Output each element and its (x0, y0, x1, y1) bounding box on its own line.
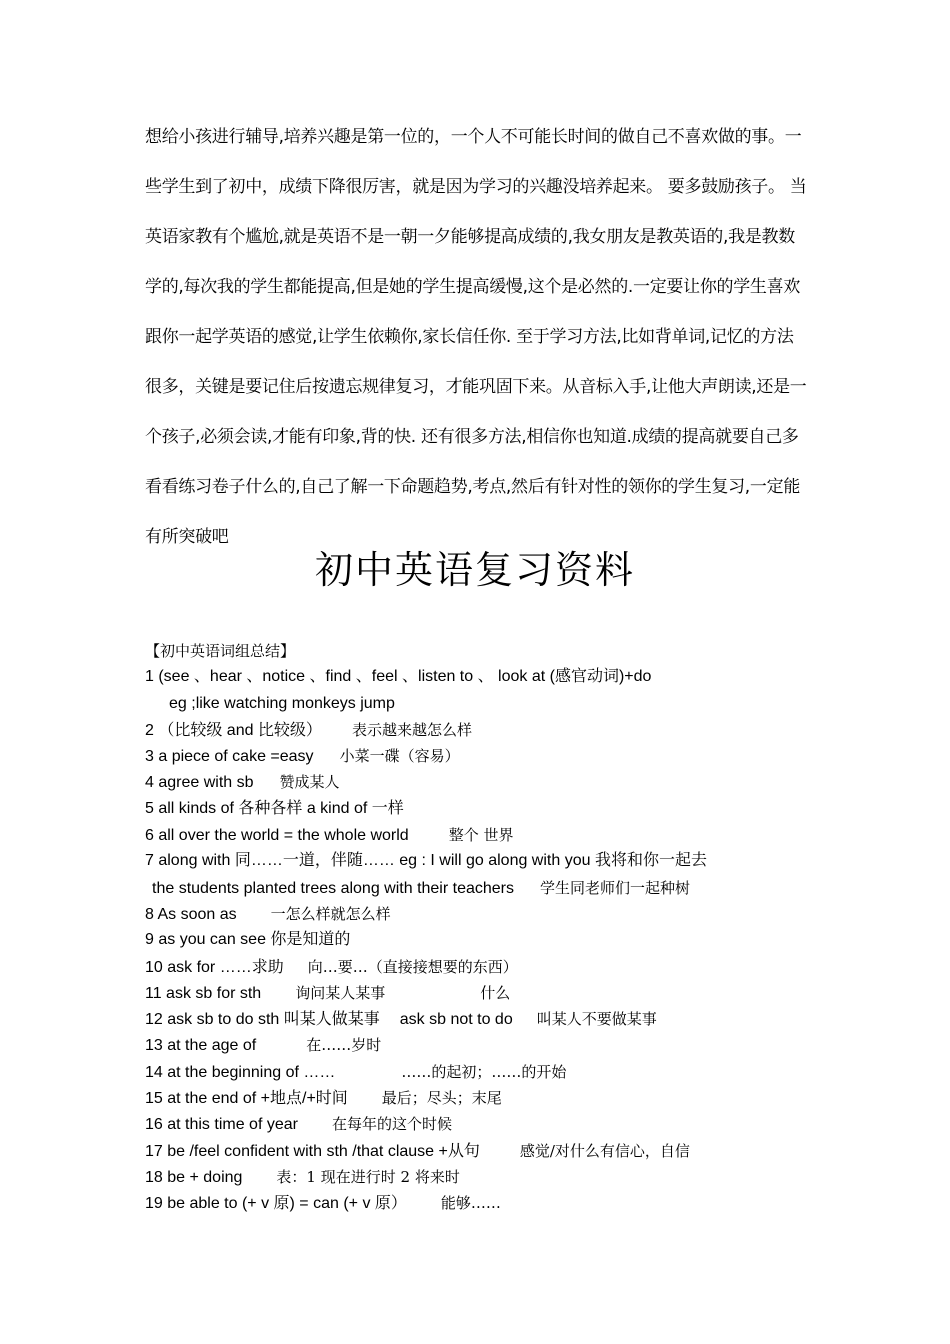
entry-meaning-extra: 什么 (480, 983, 511, 1002)
intro-line: 有所突破吧 (145, 527, 229, 547)
entry-meaning: 一怎么样就怎么样 (270, 904, 391, 923)
list-item (145, 875, 845, 901)
section-heading: 【初中英语词组总结】 (145, 642, 296, 660)
entry-meaning: 小菜一碟（容易） (339, 747, 460, 766)
list-item (145, 901, 845, 927)
intro-line: 英语家教有个尴尬,就是英语不是一朝一夕能够提高成绩的,我女朋友是教英语的,我是教数 (145, 227, 795, 247)
entry-text: 17 be /feel confident with sth /that clause +从句 (145, 1142, 480, 1160)
intro-line: 学的,每次我的学生都能提高,但是她的学生提高缓慢,这个是必然的.一定要让你的学生喜欢 (145, 277, 801, 297)
entry-text: 6 all over the world = the whole world (145, 827, 409, 845)
entry-meaning: 赞成某人 (279, 773, 340, 792)
entry-text: 15 at the end of +地点/+时间 (145, 1090, 348, 1108)
entry-meaning: 最后；尽头；末尾 (381, 1089, 502, 1108)
entry-meaning: 感觉/对什么有信心，自信 (519, 1141, 690, 1160)
list-item (145, 1059, 845, 1085)
entry-text: 3 a piece of cake =easy (145, 748, 314, 766)
entry-text: 10 ask for ……求助 (145, 958, 284, 976)
list-item (145, 1085, 845, 1111)
entry-text: 18 be + doing (145, 1168, 243, 1186)
list-item (145, 743, 845, 769)
list-item (145, 796, 845, 822)
entry-text: 1 (see 、hear 、notice 、find 、feel 、listen to 、 look at (感官动词)+do (145, 668, 652, 686)
entry-meaning: 在……岁时 (306, 1036, 382, 1055)
entry-meaning: ……的起初；……的开始 (401, 1062, 567, 1081)
list-item (145, 927, 845, 953)
phrase-list (145, 638, 845, 1217)
entry-meaning: 学生同老师们一起种树 (540, 878, 691, 897)
entry-meaning: 表示越来越怎么样 (351, 720, 472, 739)
entry-meaning: 在每年的这个时候 (331, 1115, 452, 1134)
list-item (145, 769, 845, 795)
list-item (145, 822, 845, 848)
list-item (145, 1006, 845, 1032)
list-item (145, 848, 845, 874)
list-item (145, 1032, 845, 1058)
entry-text: 5 all kinds of 各种各样 a kind of 一样 (145, 799, 404, 817)
entry-meaning: 整个 世界 (448, 826, 514, 845)
entry-text: the students planted trees along with their teachers (152, 879, 514, 897)
entry-text: 4 agree with sb (145, 774, 254, 792)
entry-text: 7 along with 同……一道，伴随…… eg : I will go along with you 我将和你一起去 (145, 852, 707, 870)
list-item (145, 980, 845, 1006)
intro-line: 跟你一起学英语的感觉,让学生依赖你,家长信任你. 至于学习方法,比如背单词,记忆的方法 (145, 327, 794, 347)
entry-meaning: 表：1 现在进行时 2 将来时 (276, 1167, 460, 1186)
intro-line: 想给小孩进行辅导,培养兴趣是第一位的，一个人不可能长时间的做自己不喜欢做的事。一 (145, 127, 802, 147)
entry-text: 9 as you can see 你是知道的 (145, 931, 351, 949)
entry-meaning: 能够…… (440, 1194, 501, 1213)
entry-text: 11 ask sb for sth (145, 984, 262, 1002)
entry-meaning: 向…要…（直接接想要的东西） (307, 957, 518, 976)
entry-text: 2 （比较级 and 比较级） (145, 721, 322, 739)
list-item (145, 1164, 845, 1190)
entry-text: eg ;like watching monkeys jump (169, 694, 395, 712)
entry-meaning: ask sb not to do (399, 1011, 513, 1029)
entry-text: 19 be able to (+ v 原) = can (+ v 原） (145, 1195, 407, 1213)
list-item (145, 664, 845, 690)
intro-line: 个孩子,必须会读,才能有印象,背的快. 还有很多方法,相信你也知道.成绩的提高就要自己多 (145, 427, 799, 447)
intro-line: 些学生到了初中，成绩下降很厉害，就是因为学习的兴趣没培养起来。 要多鼓励孩子。 当 (145, 177, 807, 197)
page-title: 初中英语复习资料 (314, 548, 635, 592)
list-item (145, 1138, 845, 1164)
list-item (145, 1111, 845, 1137)
intro-line: 看看练习卷子什么的,自己了解一下命题趋势,考点,然后有针对性的领你的学生复习,一定能 (145, 477, 801, 497)
list-item (145, 717, 845, 743)
entry-text: 13 at the age of (145, 1037, 257, 1055)
entry-text: 8 As soon as (145, 905, 237, 923)
list-item (145, 691, 845, 717)
entry-text: 16 at this time of year (145, 1116, 298, 1134)
list-item (145, 954, 845, 980)
entry-meaning-extra: 叫某人不要做某事 (536, 1010, 657, 1029)
intro-paragraph (145, 120, 810, 570)
list-item (145, 1190, 845, 1216)
entry-text: 14 at the beginning of …… (145, 1063, 336, 1081)
entry-text: 12 ask sb to do sth 叫某人做某事 (145, 1011, 380, 1029)
intro-line: 很多，关键是要记住后按遗忘规律复习，才能巩固下来。从音标入手,让他大声朗读,还是一 (145, 377, 807, 397)
entry-meaning: 询问某人某事 (295, 983, 386, 1002)
